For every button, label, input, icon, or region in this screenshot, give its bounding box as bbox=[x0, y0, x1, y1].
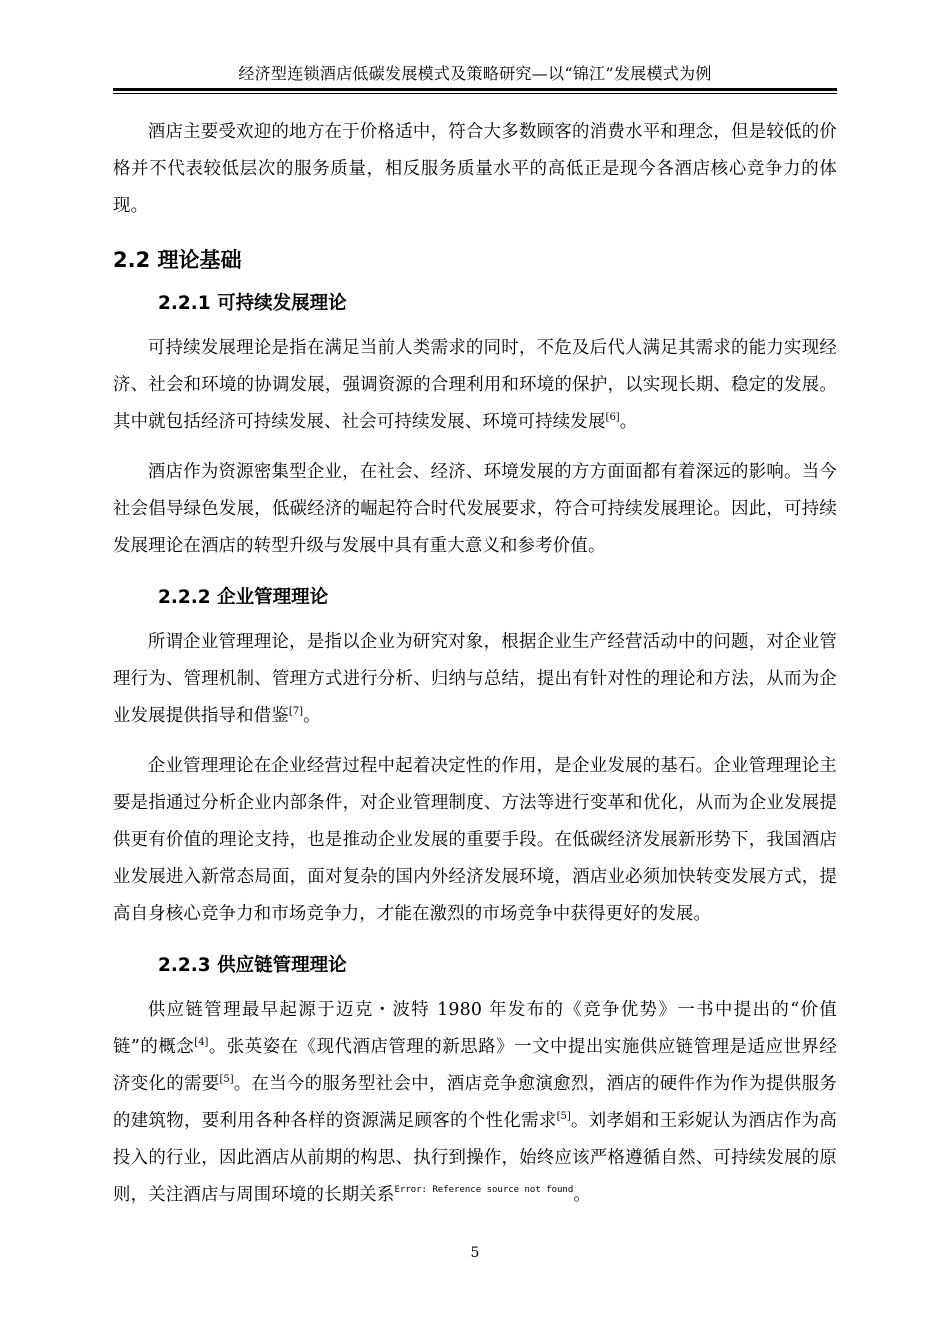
spacer bbox=[113, 735, 837, 748]
paragraph-end: 。 bbox=[573, 1185, 591, 1205]
paragraph-management-1 bbox=[113, 624, 837, 735]
document-body bbox=[113, 114, 837, 1214]
reference-error-marker: Error: Reference source not found bbox=[394, 1185, 574, 1195]
subsection-heading-2-2-2: 2.2.2 企业管理理论 bbox=[158, 587, 329, 608]
paragraph-end: 。 bbox=[619, 412, 638, 432]
spacer bbox=[113, 225, 837, 238]
page-number: 5 bbox=[470, 1245, 480, 1261]
paragraph-sustainable-2 bbox=[113, 454, 837, 565]
paragraph-intro bbox=[113, 114, 837, 225]
spacer bbox=[113, 933, 837, 946]
paragraph-sustainable-1 bbox=[113, 330, 837, 441]
paragraph-text: 所谓企业管理理论，是指以企业为研究对象，根据企业生产经营活动中的问题，对企业管理行为、管理机制、管理方式进行分析、归纳与总结，提出有针对性的理论和方法，从而为企业发展提供指导和借鉴 bbox=[113, 632, 837, 726]
paragraph-management-2 bbox=[113, 748, 837, 933]
citation-5-repeat: [5] bbox=[556, 1111, 571, 1122]
citation-4: [4] bbox=[194, 1037, 209, 1048]
section-heading-2-2: 2.2 理论基础 bbox=[113, 248, 242, 272]
spacer bbox=[113, 441, 837, 454]
paragraph-text: 。在当今的服务型社会中，酒店竞争愈演愈烈，酒店的硬件作为作为提供服务的建筑物，要利用各种各样的资源满足顾客的个性化需求 bbox=[113, 1074, 838, 1131]
subsection-heading-2-2-3: 2.2.3 供应链管理理论 bbox=[158, 955, 347, 976]
citation-6: [6] bbox=[605, 412, 620, 423]
paragraph-supply-chain bbox=[113, 992, 837, 1214]
paragraph-text: 酒店作为资源密集型企业，在社会、经济、环境发展的方方面面都有着深远的影响。当今社会倡导绿色发展，低碳经济的崛起符合时代发展要求，符合可持续发展理论。因此，可持续发展理论在酒店的转型升级与发展中具有重大意义和参考价值。 bbox=[113, 462, 837, 556]
spacer bbox=[113, 565, 837, 578]
paragraph-text: 可持续发展理论是指在满足当前人类需求的同时，不危及后代人满足其需求的能力实现经济、社会和环境的协调发展，强调资源的合理利用和环境的保护，以实现长期、稳定的发展。其中就包括经济可持续发展、社会可持续发展、环境可持续发展 bbox=[113, 338, 837, 432]
paragraph-text: 供应链管理最早起源于迈克・波特 1980 年发布的《竞争优势》一书中提出的“价值链”的概念 bbox=[113, 1000, 837, 1057]
paragraph-text: 。张英姿在《现代酒店管理的新思路》一文中提出实施供应链管理是适应世界经济变化的需要 bbox=[113, 1037, 837, 1094]
paragraph-text: 企业管理理论在企业经营过程中起着决定性的作用，是企业发展的基石。企业管理理论主要是指通过分析企业内部条件，对企业管理制度、方法等进行变革和优化，从而为企业发展提供更有价值的理论支持，也是推动企业发展的重要手段。在低碳经济发展新形势下，我国酒店业发展进入新常态局面，面对复杂的国内外经济发展环境，酒店业必须加快转变发展方式，提高自身核心竞争力和市场竞争力，才能在激烈的市场竞争中获得更好的发展。 bbox=[113, 756, 837, 924]
header-rule-thin bbox=[113, 93, 837, 94]
paragraph-text: 酒店主要受欢迎的地方在于价格适中，符合大多数顾客的消费水平和理念，但是较低的价格并不代表较低层次的服务质量，相反服务质量水平的高低正是现今各酒店核心竞争力的体现。 bbox=[113, 122, 837, 216]
header-rule-thick bbox=[113, 88, 837, 91]
subsection-heading-2-2-1: 2.2.1 可持续发展理论 bbox=[158, 293, 347, 314]
running-header: 经济型连锁酒店低碳发展模式及策略研究—以“锦江”发展模式为例 bbox=[238, 64, 712, 83]
citation-5: [5] bbox=[219, 1074, 234, 1085]
paragraph-text: 。刘孝娟和王彩妮认为酒店作为高投入的行业，因此酒店从前期的构思、执行到操作，始终应该严格遵循自然、可持续发展的原则，关注酒店与周围环境的长期关系 bbox=[113, 1111, 837, 1205]
paragraph-end: 。 bbox=[303, 706, 321, 726]
citation-7: [7] bbox=[288, 706, 304, 717]
